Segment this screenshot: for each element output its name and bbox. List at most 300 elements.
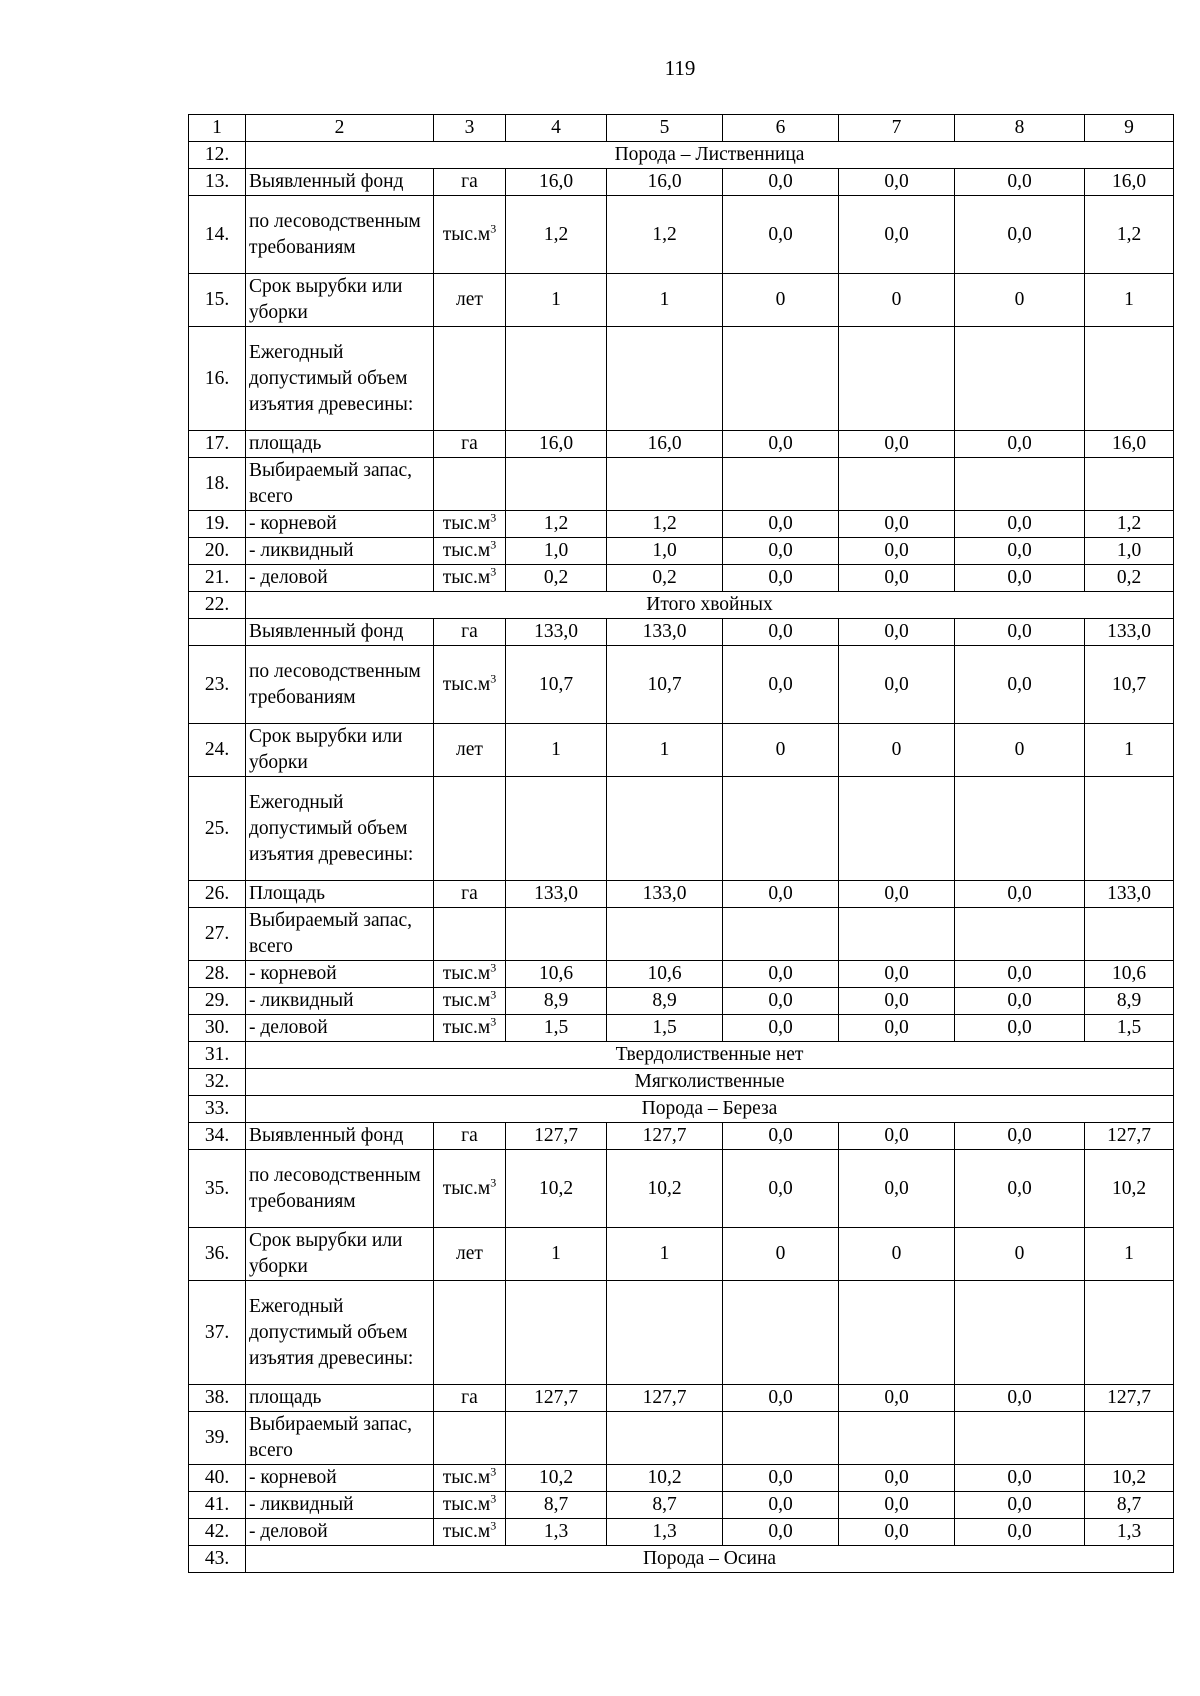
indicator-label-cell: Срок вырубки или уборки [246,724,434,777]
value-cell: 0,0 [955,538,1085,565]
table-row [189,511,1174,538]
table-row [189,274,1174,327]
row-number-cell: 40. [189,1465,246,1492]
value-cell: 133,0 [506,619,607,646]
value-cell [506,777,607,881]
value-cell: 0 [839,1228,955,1281]
value-cell: 0,0 [839,1492,955,1519]
value-cell: 0,0 [955,619,1085,646]
value-cell: 0,0 [723,1519,839,1546]
unit-cell: лет [434,1228,506,1281]
value-cell [723,1412,839,1465]
value-cell: 1 [1085,274,1174,327]
row-number-cell: 20. [189,538,246,565]
value-cell: 127,7 [506,1385,607,1412]
row-number-cell: 23. [189,646,246,724]
indicator-label-cell: Срок вырубки или уборки [246,274,434,327]
value-cell: 0,0 [723,1465,839,1492]
value-cell: 0,0 [723,646,839,724]
value-cell: 0,0 [839,1123,955,1150]
row-number-cell: 30. [189,1015,246,1042]
value-cell: 0,0 [955,196,1085,274]
unit-cell: $тыс.м^3$ [434,646,506,724]
value-cell [839,1281,955,1385]
value-cell [723,908,839,961]
unit-cell: $тыс.м^3$ [434,538,506,565]
column-number-cell: 7 [839,115,955,142]
value-cell: 10,2 [607,1150,723,1228]
value-cell: 8,7 [607,1492,723,1519]
unit-cell: $тыс.м^3$ [434,961,506,988]
indicator-label-cell: Выбираемый запас, всего [246,908,434,961]
value-cell: 1 [506,724,607,777]
table-row [189,1385,1174,1412]
value-cell: 0,0 [955,1015,1085,1042]
unit-cell: га [434,431,506,458]
value-cell: 1,5 [506,1015,607,1042]
value-cell: 10,6 [506,961,607,988]
row-number-cell: 27. [189,908,246,961]
value-cell [607,1412,723,1465]
indicator-label-cell: Площадь [246,881,434,908]
table-row [189,196,1174,274]
value-cell: 0,0 [723,169,839,196]
value-cell: 0 [955,274,1085,327]
row-number-cell: 28. [189,961,246,988]
section-row [189,1546,1174,1573]
value-cell [1085,1281,1174,1385]
value-cell [506,908,607,961]
value-cell: 1 [607,724,723,777]
value-cell: 0,0 [723,565,839,592]
table-row [189,619,1174,646]
value-cell: 0,0 [723,1385,839,1412]
indicator-label-cell: по лесоводственным требованиям [246,1150,434,1228]
indicator-label-cell: - корневой [246,961,434,988]
value-cell: 0,0 [723,1015,839,1042]
value-cell: 10,2 [607,1465,723,1492]
indicator-label-cell: Ежегодный допустимый объем изъятия древесины: [246,777,434,881]
value-cell: 0,0 [723,881,839,908]
value-cell: 0,0 [723,988,839,1015]
value-cell: 0,0 [723,1150,839,1228]
value-cell [955,908,1085,961]
unit-cell: $тыс.м^3$ [434,1492,506,1519]
value-cell: 0,0 [839,619,955,646]
table-body [189,115,1174,1573]
section-row [189,1069,1174,1096]
value-cell: 0,0 [839,538,955,565]
value-cell: 0,0 [839,169,955,196]
value-cell [1085,777,1174,881]
row-number-cell: 39. [189,1412,246,1465]
value-cell: 0,0 [839,988,955,1015]
value-cell: 8,7 [506,1492,607,1519]
row-number-cell: 35. [189,1150,246,1228]
value-cell [723,458,839,511]
indicator-label-cell: - деловой [246,1519,434,1546]
indicator-label-cell: Выявленный фонд [246,619,434,646]
value-cell: 0,0 [955,881,1085,908]
value-cell: 0,0 [723,961,839,988]
table-row [189,169,1174,196]
value-cell: 16,0 [607,169,723,196]
unit-cell: га [434,619,506,646]
value-cell: 0 [723,1228,839,1281]
value-cell: 1,5 [1085,1015,1174,1042]
value-cell: 0,0 [955,961,1085,988]
value-cell: 0,0 [839,1150,955,1228]
table-row [189,1412,1174,1465]
value-cell: 16,0 [607,431,723,458]
value-cell: 0 [723,724,839,777]
value-cell [839,777,955,881]
value-cell: 127,7 [506,1123,607,1150]
table-row [189,1015,1174,1042]
indicator-label-cell: площадь [246,1385,434,1412]
unit-cell: $тыс.м^3$ [434,511,506,538]
table-row [189,327,1174,431]
section-title-cell: Мягколиственные [246,1069,1174,1096]
value-cell: 1 [506,274,607,327]
value-cell: 1 [1085,1228,1174,1281]
value-cell [1085,1412,1174,1465]
value-cell: 0,0 [955,1123,1085,1150]
column-number-cell: 5 [607,115,723,142]
unit-cell: га [434,169,506,196]
table-row [189,908,1174,961]
value-cell: 1,0 [1085,538,1174,565]
value-cell: 0 [839,724,955,777]
row-number-cell: 12. [189,142,246,169]
value-cell: 0,2 [1085,565,1174,592]
table-row [189,1123,1174,1150]
value-cell: 127,7 [607,1385,723,1412]
forest-data-table [188,114,1174,1573]
value-cell [506,1281,607,1385]
value-cell: 127,7 [607,1123,723,1150]
value-cell [607,458,723,511]
value-cell: 8,9 [1085,988,1174,1015]
unit-cell: $тыс.м^3$ [434,1465,506,1492]
value-cell: 10,6 [607,961,723,988]
value-cell: 16,0 [506,169,607,196]
indicator-label-cell: Выявленный фонд [246,1123,434,1150]
unit-cell: га [434,881,506,908]
value-cell [839,458,955,511]
row-number-cell: 41. [189,1492,246,1519]
value-cell: 0,0 [839,961,955,988]
value-cell: 0,0 [955,1150,1085,1228]
value-cell: 8,9 [506,988,607,1015]
value-cell: 0,2 [607,565,723,592]
value-cell [723,327,839,431]
unit-cell [434,458,506,511]
value-cell: 0,2 [506,565,607,592]
value-cell: 0 [839,274,955,327]
section-title-cell: Порода – Береза [246,1096,1174,1123]
column-number-cell: 1 [189,115,246,142]
value-cell: 1,0 [607,538,723,565]
value-cell: 1 [607,1228,723,1281]
value-cell: 10,2 [1085,1150,1174,1228]
value-cell: 0,0 [955,1519,1085,1546]
unit-cell [434,1281,506,1385]
row-number-cell: 29. [189,988,246,1015]
value-cell: 127,7 [1085,1385,1174,1412]
indicator-label-cell: - ликвидный [246,538,434,565]
value-cell: 0,0 [839,1015,955,1042]
indicator-label-cell: Выбираемый запас, всего [246,458,434,511]
row-number-cell: 16. [189,327,246,431]
value-cell: 0,0 [955,511,1085,538]
value-cell: 1,2 [1085,196,1174,274]
row-number-cell: 18. [189,458,246,511]
unit-cell: $тыс.м^3$ [434,1015,506,1042]
value-cell: 0,0 [955,1492,1085,1519]
value-cell: 0,0 [839,565,955,592]
row-number-cell: 17. [189,431,246,458]
table-row [189,1465,1174,1492]
row-number-cell: 34. [189,1123,246,1150]
value-cell: 0,0 [839,881,955,908]
column-number-cell: 3 [434,115,506,142]
indicator-label-cell: - деловой [246,1015,434,1042]
indicator-label-cell: площадь [246,431,434,458]
value-cell [839,327,955,431]
section-title-cell: Твердолиственные нет [246,1042,1174,1069]
indicator-label-cell: - ликвидный [246,1492,434,1519]
page-number: 119 [664,56,696,80]
value-cell: 0,0 [839,646,955,724]
section-row [189,1096,1174,1123]
value-cell: 16,0 [506,431,607,458]
value-cell: 0,0 [723,619,839,646]
value-cell: 133,0 [1085,881,1174,908]
value-cell: 10,2 [506,1150,607,1228]
value-cell: 1,2 [506,196,607,274]
table-row [189,724,1174,777]
value-cell: 0,0 [955,646,1085,724]
value-cell [607,908,723,961]
value-cell: 1 [607,274,723,327]
section-title-cell: Порода – Лиственница [246,142,1174,169]
value-cell: 1,5 [607,1015,723,1042]
value-cell: 10,6 [1085,961,1174,988]
value-cell: 0 [955,1228,1085,1281]
row-number-cell: 13. [189,169,246,196]
row-number-cell: 24. [189,724,246,777]
value-cell [1085,458,1174,511]
unit-cell: $тыс.м^3$ [434,196,506,274]
value-cell: 10,7 [1085,646,1174,724]
table-row [189,777,1174,881]
indicator-label-cell: - деловой [246,565,434,592]
unit-cell: $тыс.м^3$ [434,1519,506,1546]
table-row [189,1519,1174,1546]
value-cell: 133,0 [607,881,723,908]
indicator-label-cell: - корневой [246,1465,434,1492]
table-row [189,881,1174,908]
value-cell [506,327,607,431]
value-cell [607,1281,723,1385]
value-cell: 133,0 [607,619,723,646]
value-cell: 0,0 [955,1465,1085,1492]
value-cell: 1,2 [506,511,607,538]
unit-cell: лет [434,724,506,777]
value-cell: 10,7 [607,646,723,724]
value-cell: 1,3 [1085,1519,1174,1546]
column-number-cell: 8 [955,115,1085,142]
value-cell [955,1281,1085,1385]
value-cell [1085,908,1174,961]
row-number-cell: 33. [189,1096,246,1123]
table-row [189,538,1174,565]
value-cell: 1,0 [506,538,607,565]
value-cell [723,777,839,881]
value-cell [955,458,1085,511]
value-cell: 127,7 [1085,1123,1174,1150]
indicator-label-cell: Ежегодный допустимый объем изъятия древесины: [246,1281,434,1385]
value-cell: 0,0 [955,169,1085,196]
row-number-cell: 42. [189,1519,246,1546]
unit-cell: $тыс.м^3$ [434,1150,506,1228]
table-row [189,565,1174,592]
unit-cell: га [434,1385,506,1412]
value-cell: 8,9 [607,988,723,1015]
indicator-label-cell: Срок вырубки или уборки [246,1228,434,1281]
value-cell [955,777,1085,881]
table-row [189,646,1174,724]
column-number-cell: 6 [723,115,839,142]
value-cell: 0 [955,724,1085,777]
row-number-cell: 26. [189,881,246,908]
row-number-cell: 25. [189,777,246,881]
value-cell [839,1412,955,1465]
table-row [189,1492,1174,1519]
row-number-cell: 14. [189,196,246,274]
value-cell: 133,0 [506,881,607,908]
value-cell: 1,2 [1085,511,1174,538]
unit-cell: га [434,1123,506,1150]
value-cell: 1 [506,1228,607,1281]
value-cell: 0,0 [839,511,955,538]
value-cell [607,777,723,881]
section-title-cell: Итого хвойных [246,592,1174,619]
value-cell: 1,2 [607,511,723,538]
table-row [189,458,1174,511]
table-row [189,1281,1174,1385]
value-cell: 10,2 [1085,1465,1174,1492]
value-cell: 0 [723,274,839,327]
row-number-cell: 37. [189,1281,246,1385]
row-number-cell: 22. [189,592,246,619]
value-cell: 16,0 [1085,169,1174,196]
indicator-label-cell: по лесоводственным требованиям [246,196,434,274]
value-cell: 0,0 [723,431,839,458]
value-cell [955,327,1085,431]
row-number-cell: 32. [189,1069,246,1096]
column-number-row [189,115,1174,142]
value-cell: 0,0 [955,1385,1085,1412]
value-cell: 0,0 [839,1385,955,1412]
value-cell: 1 [1085,724,1174,777]
value-cell: 0,0 [723,538,839,565]
unit-cell [434,908,506,961]
value-cell [955,1412,1085,1465]
table-row [189,1228,1174,1281]
row-number-cell: 21. [189,565,246,592]
unit-cell [434,327,506,431]
indicator-label-cell: - корневой [246,511,434,538]
value-cell [506,1412,607,1465]
value-cell: 0,0 [955,565,1085,592]
row-number-cell [189,619,246,646]
value-cell: 1,2 [607,196,723,274]
unit-cell: $тыс.м^3$ [434,565,506,592]
section-row [189,1042,1174,1069]
value-cell: 8,7 [1085,1492,1174,1519]
value-cell [607,327,723,431]
unit-cell [434,1412,506,1465]
indicator-label-cell: Ежегодный допустимый объем изъятия древесины: [246,327,434,431]
unit-cell [434,777,506,881]
value-cell: 0,0 [955,431,1085,458]
table-row [189,961,1174,988]
value-cell: 0,0 [723,196,839,274]
section-row [189,142,1174,169]
value-cell [723,1281,839,1385]
indicator-label-cell: - ликвидный [246,988,434,1015]
value-cell: 10,7 [506,646,607,724]
table-row [189,431,1174,458]
unit-cell: лет [434,274,506,327]
value-cell: 10,2 [506,1465,607,1492]
value-cell: 0,0 [839,1519,955,1546]
row-number-cell: 36. [189,1228,246,1281]
value-cell: 0,0 [723,1123,839,1150]
section-row [189,592,1174,619]
table-row [189,1150,1174,1228]
row-number-cell: 15. [189,274,246,327]
indicator-label-cell: Выбираемый запас, всего [246,1412,434,1465]
value-cell: 0,0 [955,988,1085,1015]
indicator-label-cell: Выявленный фонд [246,169,434,196]
value-cell: 16,0 [1085,431,1174,458]
column-number-cell: 2 [246,115,434,142]
row-number-cell: 38. [189,1385,246,1412]
row-number-cell: 43. [189,1546,246,1573]
indicator-label-cell: по лесоводственным требованиям [246,646,434,724]
value-cell: 1,3 [506,1519,607,1546]
unit-cell: $тыс.м^3$ [434,988,506,1015]
value-cell: 0,0 [723,1492,839,1519]
value-cell: 1,3 [607,1519,723,1546]
section-title-cell: Порода – Осина [246,1546,1174,1573]
column-number-cell: 9 [1085,115,1174,142]
value-cell: 0,0 [723,511,839,538]
value-cell: 0,0 [839,1465,955,1492]
value-cell: 133,0 [1085,619,1174,646]
value-cell [506,458,607,511]
row-number-cell: 19. [189,511,246,538]
value-cell [1085,327,1174,431]
row-number-cell: 31. [189,1042,246,1069]
table-row [189,988,1174,1015]
value-cell [839,908,955,961]
value-cell: 0,0 [839,196,955,274]
value-cell: 0,0 [839,431,955,458]
